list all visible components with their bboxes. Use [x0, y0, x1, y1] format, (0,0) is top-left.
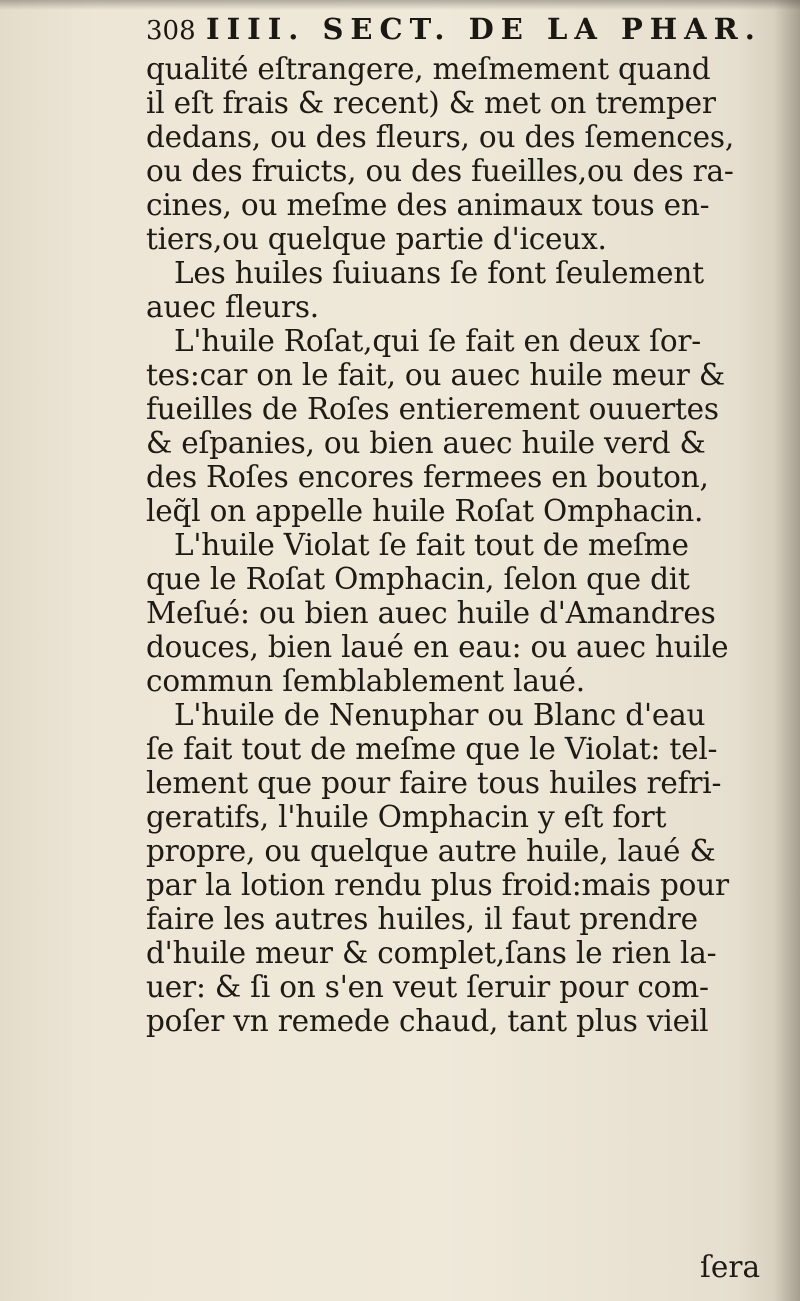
text-line: L'huile Roſat,qui ſe fait en deux ſor-: [174, 324, 702, 358]
text-line: L'huile Violat ſe fait tout de meſme: [174, 528, 689, 562]
text-line: geratifs, l'huile Omphacin y eſt fort: [146, 800, 667, 834]
text-line: douces, bien laué en eau: ou auec huile: [146, 630, 729, 664]
text-line: Les huiles ſuiuans ſe font ſeulement: [174, 256, 704, 290]
text-line: auec fleurs.: [146, 290, 319, 324]
text-line: faire les autres huiles, il faut prendre: [146, 902, 698, 936]
running-head: [146, 8, 776, 52]
text-line: poſer vn remede chaud, tant plus vieil: [146, 1004, 709, 1038]
text-line: cines, ou meſme des animaux tous en-: [146, 188, 710, 222]
text-line: que le Roſat Omphacin, ſelon que dit: [146, 562, 690, 596]
text-line: uer: & ſi on s'en veut ſeruir pour com-: [146, 970, 709, 1004]
text-line: d'huile meur & complet,ſans le rien la-: [146, 936, 717, 970]
text-line: tes:car on le fait, ou auec huile meur &: [146, 358, 725, 392]
page-number: 308: [146, 16, 196, 46]
text-line: commun ſemblablement laué.: [146, 664, 585, 698]
text-line: par la lotion rendu plus froid:mais pour: [146, 868, 729, 902]
text-line: tiers,ou quelque partie d'iceux.: [146, 222, 607, 256]
text-line: ou des fruicts, ou des fueilles,ou des ra-: [146, 154, 734, 188]
text-line: qualité eſtrangere, meſmement quand: [146, 52, 711, 86]
text-line: L'huile de Nenuphar ou Blanc d'eau: [174, 698, 706, 732]
catchword: ſera: [700, 1250, 761, 1284]
text-line: leq̃l on appelle huile Roſat Omphacin.: [146, 494, 704, 528]
text-line: dedans, ou des fleurs, ou des ſemences,: [146, 120, 735, 154]
text-line: ſe fait tout de meſme que le Violat: tel-: [146, 732, 718, 766]
body-text: [146, 52, 766, 1038]
text-line: fueilles de Roſes entierement ouuertes: [146, 392, 719, 426]
text-line: des Roſes encores fermees en bouton,: [146, 460, 709, 494]
text-line: propre, ou quelque autre huile, laué &: [146, 834, 716, 868]
section-title: IIII. SECT. DE LA PHAR.: [206, 12, 762, 46]
text-line: il eſt frais & recent) & met on tremper: [146, 86, 716, 120]
text-line: & eſpanies, ou bien auec huile verd &: [146, 426, 706, 460]
text-line: lement que pour faire tous huiles refri-: [146, 766, 722, 800]
text-line: Meſué: ou bien auec huile d'Amandres: [146, 596, 716, 630]
